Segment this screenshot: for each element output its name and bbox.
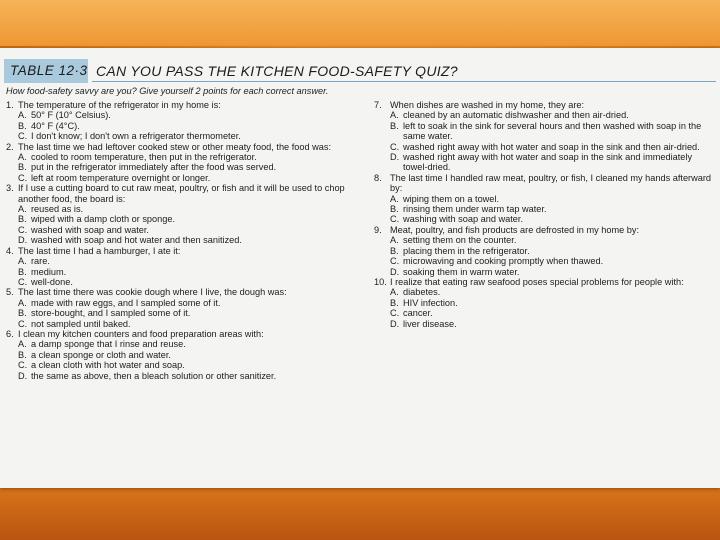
answer-option [6,319,368,329]
option-text: the same as above, then a bleach solution or other sanitizer. [31,370,277,381]
answer-option [374,246,714,256]
answer-option [374,110,714,120]
quiz-question [6,100,368,142]
option-text: washed right away with hot water and soap in the sink and then air-dried. [403,141,700,152]
question-number: 1. [6,100,14,110]
option-text: wiping them on a towel. [403,193,500,204]
bottom-background-band [0,488,720,540]
option-label: C. [18,172,28,183]
option-label: A. [18,204,27,215]
option-label: B. [18,349,27,360]
option-text: left to soak in the sink for several hours and then washed with soap in the same water. [403,120,702,142]
option-text: a clean cloth with hot water and soap. [31,360,185,371]
answer-option [6,277,368,287]
option-label: A. [18,110,27,121]
option-label: D. [390,152,400,163]
option-text: washing with soap and water. [403,214,524,225]
answer-option [6,298,368,308]
answer-option [6,360,368,370]
option-label: B. [390,245,399,256]
option-text: microwaving and cooking promptly when thawed. [403,256,604,267]
option-text: medium. [31,266,67,277]
answer-option [374,142,714,152]
answer-option [374,121,714,142]
option-label: C. [390,214,400,225]
option-label: B. [390,120,399,131]
question-number: 8. [374,172,382,183]
option-text: made with raw eggs, and I sampled some of it. [31,297,221,308]
option-text: HIV infection. [403,297,458,308]
option-label: B. [18,214,27,225]
option-text: washed with soap and hot water and then sanitized. [31,235,242,246]
question-line [6,100,368,110]
option-text: setting them on the counter. [403,235,517,246]
question-number: 10. [374,276,387,287]
option-label: C. [18,318,28,329]
option-text: put in the refrigerator immediately after the food was served. [31,162,277,173]
answer-option [374,194,714,204]
option-label: B. [18,120,27,131]
question-number: 6. [6,328,14,339]
option-text: soaking them in warm water. [403,266,520,277]
answer-option [6,308,368,318]
option-text: store-bought, and I sampled some of it. [31,308,191,319]
answer-option [6,235,368,245]
option-label: B. [18,266,27,277]
answer-option [6,225,368,235]
answer-option [6,256,368,266]
option-text: a damp sponge that I rinse and reuse. [31,339,186,350]
answer-option [374,214,714,224]
question-number: 9. [374,224,382,235]
answer-option [374,256,714,266]
answer-option [6,204,368,214]
question-line [374,225,714,235]
question-number: 4. [6,245,14,256]
option-label: C. [390,256,400,267]
option-label: A. [390,110,399,121]
question-number: 3. [6,183,14,194]
answer-option [6,110,368,120]
quiz-question [374,225,714,277]
option-text: cooled to room temperature, then put in the refrigerator. [31,152,257,163]
question-line [6,329,368,339]
question-text: The last time I handled raw meat, poultry, or fish, I cleaned my hands afterward by: [390,172,712,194]
option-text: reused as is. [31,204,84,215]
answer-option [374,204,714,214]
quiz-question [6,142,368,184]
answer-option [6,152,368,162]
quiz-question [374,100,714,173]
question-line [6,142,368,152]
option-label: A. [390,193,399,204]
table-label: TABLE 12·3 [4,59,88,83]
answer-option [374,267,714,277]
question-line [6,287,368,297]
answer-option [374,235,714,245]
quiz-question [6,287,368,329]
answer-option [374,308,714,318]
question-text: The last time I had a hamburger, I ate it: [18,245,181,256]
option-text: cancer. [403,308,433,319]
answer-option [6,339,368,349]
question-line [6,246,368,256]
option-text: left at room temperature overnight or longer. [31,172,211,183]
question-text: Meat, poultry, and fish products are defrosted in my home by: [390,224,640,235]
option-text: 50° F (10° Celsius). [31,110,111,121]
option-text: liver disease. [403,318,457,329]
table-header [0,56,720,82]
option-text: not sampled until baked. [31,318,131,329]
question-text: The last time we had leftover cooked stew or other meaty food, the food was: [18,141,332,152]
option-label: C. [18,276,28,287]
answer-option [374,298,714,308]
option-text: washed right away with hot water and soap in the sink and immediately towel-dried. [403,152,693,173]
answer-option [374,319,714,329]
option-label: D. [390,318,400,329]
option-label: B. [18,162,27,173]
question-text: The temperature of the refrigerator in my home is: [18,100,221,110]
option-label: C. [18,131,28,142]
option-text: wiped with a damp cloth or sponge. [31,214,176,225]
quiz-question [374,277,714,329]
option-label: A. [18,339,27,350]
quiz-slide [0,48,720,488]
question-line [374,173,714,194]
question-text: If I use a cutting board to cut raw meat, poultry, or fish and it will be used to chop another food, the board is: [18,183,345,204]
option-text: well-done. [31,276,73,287]
top-background-band [0,0,720,46]
option-text: placing them in the refrigerator. [403,245,530,256]
option-label: C. [18,360,28,371]
option-label: A. [18,297,27,308]
answer-option [6,350,368,360]
question-line [374,277,714,287]
right-question-column [374,100,714,329]
option-text: cleaned by an automatic dishwasher and then air-dried. [403,110,629,121]
quiz-question [6,183,368,245]
option-text: rare. [31,256,50,267]
question-line [374,100,714,110]
quiz-question [6,329,368,381]
option-label: A. [18,256,27,267]
option-label: C. [390,308,400,319]
option-text: a clean sponge or cloth and water. [31,349,171,360]
option-text: diabetes. [403,287,441,298]
option-label: D. [18,235,28,246]
option-label: D. [390,266,400,277]
option-label: B. [18,308,27,319]
question-text: I clean my kitchen counters and food preparation areas with: [18,328,264,339]
answer-option [6,131,368,141]
quiz-subtitle: How food-safety savvy are you? Give yourself 2 points for each correct answer. [6,86,329,96]
quiz-question [6,246,368,288]
answer-option [6,371,368,381]
option-text: rinsing them under warm tap water. [403,204,547,215]
option-label: A. [18,152,27,163]
question-number: 7. [374,100,382,110]
option-label: C. [18,224,28,235]
question-line [6,183,368,204]
quiz-question [374,173,714,225]
left-question-column [6,100,368,381]
question-text: When dishes are washed in my home, they are: [390,100,585,110]
answer-option [374,152,714,173]
answer-option [6,214,368,224]
question-number: 5. [6,287,14,298]
answer-option [374,287,714,297]
option-label: A. [390,235,399,246]
quiz-title: CAN YOU PASS THE KITCHEN FOOD-SAFETY QUIZ? [96,63,458,79]
option-label: B. [390,204,399,215]
header-divider [92,81,716,82]
option-text: 40° F (4°C). [31,120,80,131]
option-text: I don't know; I don't own a refrigerator thermometer. [31,131,241,142]
option-label: C. [390,141,400,152]
answer-option [6,121,368,131]
option-label: A. [390,287,399,298]
question-number: 2. [6,141,14,152]
question-text: I realize that eating raw seafood poses special problems for people with: [390,276,684,287]
option-label: D. [18,370,28,381]
answer-option [6,173,368,183]
option-label: B. [390,297,399,308]
answer-option [6,267,368,277]
answer-option [6,162,368,172]
option-text: washed with soap and water. [31,224,149,235]
question-text: The last time there was cookie dough where I live, the dough was: [18,287,287,298]
